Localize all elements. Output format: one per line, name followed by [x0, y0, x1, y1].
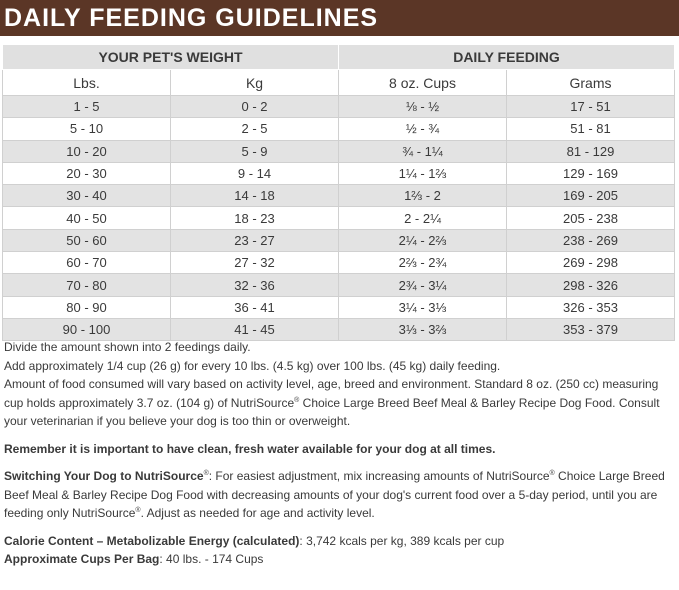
feeding-table — [2, 44, 675, 341]
kg-cell: 32 - 36 — [171, 274, 339, 296]
kg-header: Kg — [171, 70, 339, 96]
lbs-cell: 10 - 20 — [3, 140, 171, 162]
grams-cell: 269 - 298 — [507, 252, 675, 274]
switching-text-3: . Adjust as needed for age and activity level. — [140, 506, 375, 520]
cups-cell: ½ - ¾ — [339, 118, 507, 140]
grams-cell: 169 - 205 — [507, 185, 675, 207]
cups-cell: ¾ - 1¼ — [339, 140, 507, 162]
registered-mark: ® — [294, 396, 300, 404]
table-row — [3, 140, 675, 162]
cups-cell: 2⅔ - 2¾ — [339, 252, 507, 274]
kg-cell: 27 - 32 — [171, 252, 339, 274]
table-row — [3, 229, 675, 251]
table-row — [3, 296, 675, 318]
cups-per-bag-label: Approximate Cups Per Bag — [4, 552, 160, 566]
kg-cell: 0 - 2 — [171, 96, 339, 118]
kg-cell: 41 - 45 — [171, 318, 339, 340]
lbs-cell: 30 - 40 — [3, 185, 171, 207]
lbs-cell: 40 - 50 — [3, 207, 171, 229]
table-unit-header-row — [3, 70, 675, 96]
grams-cell: 298 - 326 — [507, 274, 675, 296]
kg-cell: 2 - 5 — [171, 118, 339, 140]
grams-cell: 353 - 379 — [507, 318, 675, 340]
grams-cell: 129 - 169 — [507, 162, 675, 184]
page-title: DAILY FEEDING GUIDELINES — [0, 0, 679, 36]
lbs-cell: 70 - 80 — [3, 274, 171, 296]
cups-cell: 3¼ - 3⅓ — [339, 296, 507, 318]
cups-header: 8 oz. Cups — [339, 70, 507, 96]
weight-group-header: YOUR PET'S WEIGHT — [3, 45, 339, 70]
lbs-cell: 5 - 10 — [3, 118, 171, 140]
grams-cell: 51 - 81 — [507, 118, 675, 140]
feeding-notes — [4, 338, 674, 569]
calorie-value: : 3,742 kcals per kg, 389 kcals per cup — [299, 533, 505, 548]
cups-cell: 2¾ - 3¼ — [339, 274, 507, 296]
cups-cell: ⅛ - ½ — [339, 96, 507, 118]
lbs-header: Lbs. — [3, 70, 171, 96]
table-row — [3, 274, 675, 296]
note-divide: Divide the amount shown into 2 feedings daily. — [4, 340, 251, 354]
table-row — [3, 185, 675, 207]
note-over-100: Add approximately 1/4 cup (26 g) for every 10 lbs. (4.5 kg) over 100 lbs. (45 kg) daily feeding. — [4, 358, 501, 373]
grams-cell: 17 - 51 — [507, 96, 675, 118]
table-group-header-row — [3, 45, 675, 70]
switching-text-2: Choice Large Breed Beef Meal & Barley Recipe Dog Food with decreasing amounts of your dog's current food over a 5-day period, until you are feeding only NutriSource — [4, 469, 665, 520]
lbs-cell: 1 - 5 — [3, 96, 171, 118]
registered-mark: ® — [203, 470, 209, 477]
kg-cell: 5 - 9 — [171, 140, 339, 162]
grams-cell: 326 - 353 — [507, 296, 675, 318]
table-row — [3, 252, 675, 274]
daily-feeding-group-header: DAILY FEEDING — [339, 45, 675, 70]
grams-cell: 81 - 129 — [507, 140, 675, 162]
table-row — [3, 96, 675, 118]
calorie-content — [4, 532, 674, 551]
cups-cell: 3⅓ - 3⅔ — [339, 318, 507, 340]
registered-mark: ® — [549, 470, 555, 477]
registered-mark: ® — [135, 507, 141, 514]
switching-note — [4, 467, 674, 523]
note-amount-text-2: Choice Large Breed Beef Meal & Barley Recipe Dog Food. Consult your veterinarian if you believe your dog is too thin or overweight. — [4, 395, 660, 428]
kg-cell: 36 - 41 — [171, 296, 339, 318]
cups-cell: 1¼ - 1⅔ — [339, 162, 507, 184]
grams-header: Grams — [507, 70, 675, 96]
note-amount-text: Amount of food consumed will vary based on activity level, age, breed and environment. Standard 8 oz. (250 cc) measuring cup holds approximately 3.7 oz. (104 g) of NutriSource — [4, 377, 659, 410]
note-amount-varies — [4, 375, 674, 431]
lbs-cell: 60 - 70 — [3, 252, 171, 274]
grams-cell: 238 - 269 — [507, 229, 675, 251]
kg-cell: 23 - 27 — [171, 229, 339, 251]
switching-text-1: : For easiest adjustment, mix increasing amounts of NutriSource — [208, 469, 550, 483]
cups-cell: 1⅔ - 2 — [339, 185, 507, 207]
cups-cell: 2 - 2¼ — [339, 207, 507, 229]
table-row — [3, 162, 675, 184]
lbs-cell: 90 - 100 — [3, 318, 171, 340]
lbs-cell: 80 - 90 — [3, 296, 171, 318]
lbs-cell: 50 - 60 — [3, 229, 171, 251]
cups-per-bag-value: : 40 lbs. - 174 Cups — [159, 552, 264, 566]
grams-cell: 205 - 238 — [507, 207, 675, 229]
water-reminder: Remember it is important to have clean, fresh water available for your dog at all times. — [4, 441, 496, 456]
lbs-cell: 20 - 30 — [3, 162, 171, 184]
table-body — [3, 96, 675, 341]
kg-cell: 9 - 14 — [171, 162, 339, 184]
switching-label: Switching Your Dog to NutriSource — [4, 469, 204, 483]
table-row — [3, 207, 675, 229]
cups-per-bag — [4, 550, 674, 569]
cups-cell: 2¼ - 2⅔ — [339, 229, 507, 251]
calorie-label: Calorie Content – Metabolizable Energy (calculated) — [4, 533, 300, 548]
table-row — [3, 118, 675, 140]
kg-cell: 18 - 23 — [171, 207, 339, 229]
kg-cell: 14 - 18 — [171, 185, 339, 207]
